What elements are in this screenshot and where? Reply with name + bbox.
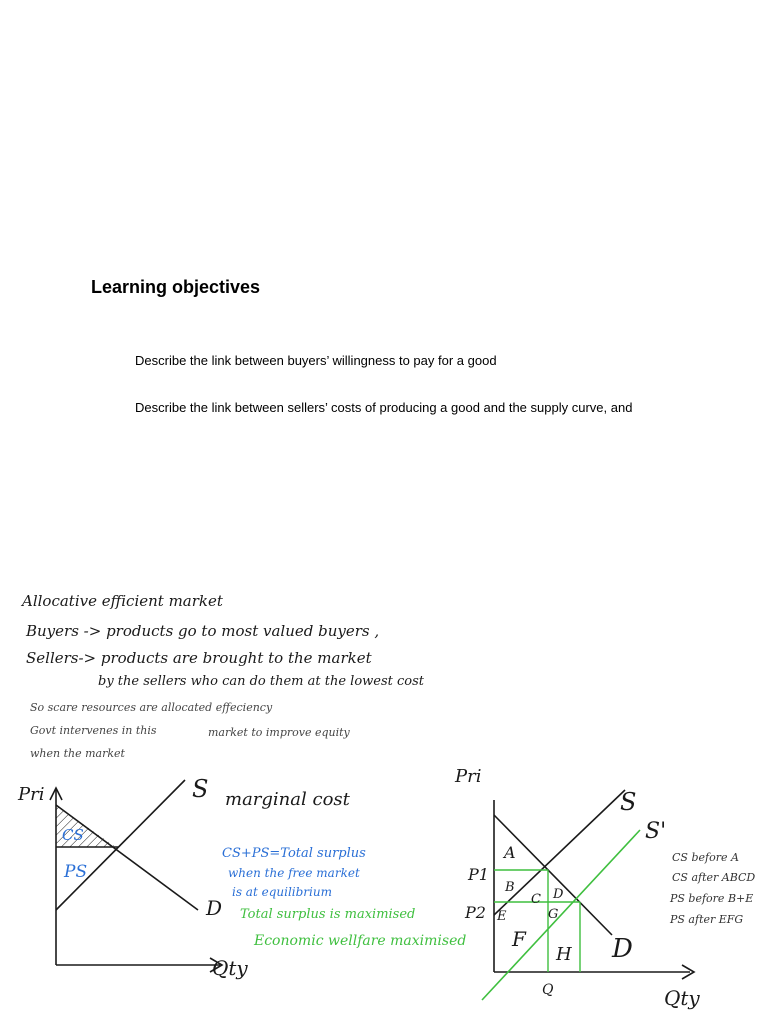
- p2-label: P2: [465, 903, 486, 922]
- note-line-8: when the market: [30, 747, 125, 760]
- supply-label: S: [192, 775, 209, 803]
- note-line-6: Govt intervenes in this: [30, 724, 157, 737]
- note-line-7: market to improve equity: [208, 726, 350, 739]
- blue-note-2: when the free market: [228, 866, 360, 880]
- green-note-1: Total surplus is maximised: [240, 907, 416, 922]
- note-line-4: by the sellers who can do them at the lowest cost: [98, 674, 425, 689]
- note-line-1: Allocative efficient market: [22, 592, 223, 610]
- region-d: D: [553, 887, 564, 902]
- note-line-5: So scare resources are allocated effeciency: [30, 701, 273, 714]
- y-axis-label: Pri: [455, 766, 482, 787]
- blue-note-1: CS+PS=Total surplus: [222, 846, 366, 861]
- y-axis-label: Pri: [18, 784, 45, 805]
- supply-note: marginal cost: [225, 789, 350, 810]
- learning-objectives-heading: Learning objectives: [91, 277, 261, 297]
- region-g: G: [548, 907, 559, 922]
- demand-label: D: [206, 896, 223, 920]
- ps-label: PS: [64, 862, 88, 882]
- q-label: Q: [542, 982, 554, 998]
- legend-line-3: PS before B+E: [670, 892, 754, 905]
- x-axis-label: Qty: [664, 986, 700, 1010]
- region-c: C: [531, 892, 541, 907]
- p1-label: P1: [468, 865, 489, 884]
- region-f: F: [512, 927, 526, 951]
- region-e: E: [497, 909, 507, 924]
- objective-1: Describe the link between buyers’ willingness to pay for a good: [135, 353, 497, 368]
- legend-line-2: CS after ABCD: [672, 871, 756, 884]
- cs-label: CS: [62, 826, 84, 844]
- green-note-2: Economic wellfare maximised: [254, 933, 467, 949]
- supply2-label: S': [645, 819, 667, 844]
- region-h: H: [556, 944, 572, 965]
- note-line-2: Buyers -> products go to most valued buyers ,: [26, 622, 380, 640]
- blue-note-3: is at equilibrium: [232, 885, 332, 899]
- legend-line-4: PS after EFG: [670, 913, 744, 926]
- region-b: B: [505, 880, 515, 895]
- legend-line-1: CS before A: [672, 851, 739, 864]
- region-a: A: [504, 843, 516, 862]
- note-line-3: Sellers-> products are brought to the market: [26, 649, 372, 667]
- objective-2: Describe the link between sellers’ costs of producing a good and the supply curve, and: [135, 400, 633, 415]
- supply-label: S: [620, 788, 637, 816]
- x-axis-label: Qty: [212, 956, 248, 980]
- demand-label: D: [612, 934, 633, 964]
